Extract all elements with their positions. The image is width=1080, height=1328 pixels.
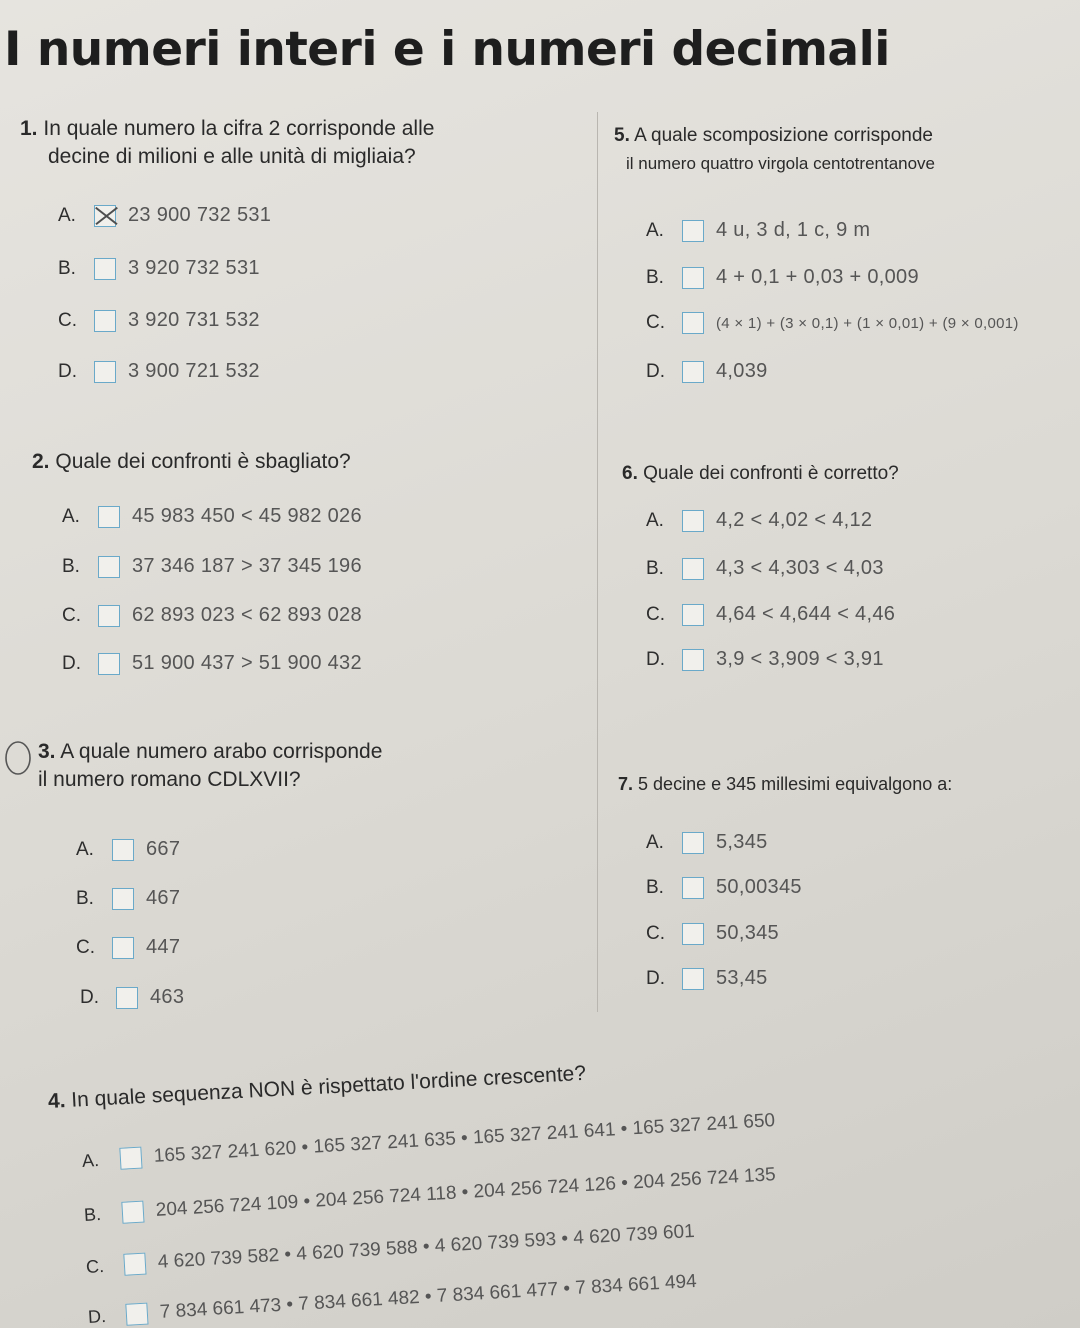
q7-option-c[interactable] — [646, 922, 779, 945]
q2-checkbox-b[interactable] — [98, 556, 120, 578]
q3-option-value: 467 — [146, 887, 181, 909]
q1-option-letter: C. — [58, 309, 77, 331]
q5-checkbox-d[interactable] — [682, 361, 704, 383]
q2-option-c[interactable] — [62, 604, 362, 627]
q5-line2: il numero quattro virgola centotrentanove — [626, 154, 936, 173]
q1-line2: decine di milioni e alle unità di migliaia? — [48, 145, 416, 168]
q4-option-value: 165 327 241 620 • 165 327 241 635 • 165 327 241 641 • 165 327 241 650 — [153, 1110, 776, 1167]
q4-option-value: 7 834 661 473 • 7 834 661 482 • 7 834 661 477 • 7 834 661 494 — [159, 1270, 698, 1323]
q4-option-letter: C. — [85, 1255, 105, 1277]
q2-option-value: 37 346 187 > 37 345 196 — [132, 555, 362, 577]
q7-number: 7. — [618, 774, 634, 794]
q7-option-value: 53,45 — [716, 967, 768, 989]
q1-checkbox-b[interactable] — [94, 258, 116, 280]
q2-checkbox-d[interactable] — [98, 653, 120, 675]
q3-text — [38, 738, 382, 794]
q2-option-value: 51 900 437 > 51 900 432 — [132, 652, 362, 674]
q1-option-a[interactable] — [58, 204, 271, 227]
q4-option-letter: D. — [87, 1305, 107, 1327]
q4-checkbox-c[interactable] — [123, 1253, 146, 1276]
q4-option-a[interactable] — [81, 1110, 775, 1172]
q2-line1: Quale dei confronti è sbagliato? — [55, 450, 351, 473]
q5-line1: A quale scomposizione corrisponde — [634, 125, 933, 146]
q6-option-letter: B. — [646, 557, 664, 579]
q5-option-c[interactable] — [646, 312, 1019, 334]
q7-checkbox-d[interactable] — [682, 968, 704, 990]
q1-option-value: 3 900 721 532 — [128, 360, 260, 382]
q2-option-letter: A. — [62, 505, 80, 527]
q1-option-c[interactable] — [58, 309, 260, 332]
q2-number: 2. — [32, 450, 50, 473]
q6-option-letter: D. — [646, 648, 665, 670]
q4-option-d[interactable] — [87, 1271, 697, 1328]
q3-option-c[interactable] — [76, 936, 180, 959]
q3-option-letter: B. — [76, 887, 94, 909]
q7-checkbox-b[interactable] — [682, 877, 704, 899]
q7-option-value: 5,345 — [716, 831, 768, 853]
q7-option-value: 50,00345 — [716, 876, 802, 898]
q7-option-letter: D. — [646, 967, 665, 989]
q5-option-letter: C. — [646, 312, 665, 333]
q3-option-letter: D. — [80, 986, 99, 1008]
q2-option-b[interactable] — [62, 555, 362, 578]
q5-option-letter: D. — [646, 360, 665, 382]
q2-option-letter: B. — [62, 555, 80, 577]
q2-option-a[interactable] — [62, 505, 362, 528]
q7-option-letter: B. — [646, 876, 664, 898]
q4-checkbox-d[interactable] — [125, 1303, 148, 1326]
q3-option-d[interactable] — [80, 986, 184, 1009]
q7-option-a[interactable] — [646, 831, 768, 854]
q1-checkbox-c[interactable] — [94, 310, 116, 332]
q4-option-value: 204 256 724 109 • 204 256 724 118 • 204 256 724 126 • 204 256 724 135 — [155, 1164, 777, 1221]
q1-option-b[interactable] — [58, 257, 260, 280]
q2-option-letter: C. — [62, 604, 81, 626]
q1-line1: In quale numero la cifra 2 corrisponde alle — [43, 117, 435, 140]
column-divider — [597, 112, 598, 1012]
q5-option-a[interactable] — [646, 219, 870, 242]
q6-checkbox-b[interactable] — [682, 558, 704, 580]
q2-option-value: 62 893 023 < 62 893 028 — [132, 604, 362, 626]
q1-option-letter: D. — [58, 360, 77, 382]
q5-number: 5. — [614, 125, 630, 146]
q5-option-letter: B. — [646, 266, 664, 288]
q3-checkbox-b[interactable] — [112, 888, 134, 910]
q3-line2: il numero romano CDLXVII? — [38, 768, 301, 791]
q7-option-d[interactable] — [646, 967, 768, 990]
q1-checkbox-a-checked[interactable] — [94, 205, 116, 227]
q7-option-b[interactable] — [646, 876, 802, 899]
q6-option-b[interactable] — [646, 557, 884, 580]
q3-checkbox-a[interactable] — [112, 839, 134, 861]
q6-option-a[interactable] — [646, 509, 872, 532]
q5-option-value: 4 + 0,1 + 0,03 + 0,009 — [716, 266, 919, 288]
q1-checkbox-d[interactable] — [94, 361, 116, 383]
q7-line1: 5 decine e 345 millesimi equivalgono a: — [638, 774, 953, 794]
q5-option-letter: A. — [646, 219, 664, 241]
q4-checkbox-b[interactable] — [121, 1201, 144, 1224]
q6-text — [622, 460, 899, 488]
q2-checkbox-a[interactable] — [98, 506, 120, 528]
q6-option-c[interactable] — [646, 603, 895, 626]
q3-option-a[interactable] — [76, 838, 180, 861]
q4-option-value: 4 620 739 582 • 4 620 739 588 • 4 620 739 593 • 4 620 739 601 — [157, 1220, 696, 1273]
q3-line1: A quale numero arabo corrisponde — [60, 740, 383, 763]
q3-option-value: 447 — [146, 936, 181, 958]
q6-option-value: 4,64 < 4,644 < 4,46 — [716, 603, 896, 625]
q4-option-letter: B. — [83, 1203, 102, 1225]
q3-checkbox-d[interactable] — [116, 987, 138, 1009]
q1-option-letter: A. — [58, 204, 76, 226]
q6-option-d[interactable] — [646, 648, 884, 671]
q7-checkbox-c[interactable] — [682, 923, 704, 945]
q6-option-letter: C. — [646, 603, 665, 625]
q1-option-letter: B. — [58, 257, 76, 279]
q2-text — [32, 448, 351, 476]
q2-checkbox-c[interactable] — [98, 605, 120, 627]
q3-option-letter: A. — [76, 838, 94, 860]
q5-text — [614, 122, 935, 178]
q7-option-value: 50,345 — [716, 922, 779, 944]
q2-option-letter: D. — [62, 652, 81, 674]
q6-option-value: 4,3 < 4,303 < 4,03 — [716, 557, 884, 579]
q6-line1: Quale dei confronti è corretto? — [643, 463, 899, 484]
page-title: I numeri interi e i numeri decimali — [4, 22, 890, 77]
q5-option-b[interactable] — [646, 266, 919, 289]
q5-option-value: 4 u, 3 d, 1 c, 9 m — [716, 219, 871, 241]
q3-option-value: 463 — [150, 986, 185, 1008]
q4-option-c[interactable] — [85, 1221, 695, 1278]
q4-number: 4. — [47, 1089, 67, 1113]
q6-option-value: 4,2 < 4,02 < 4,12 — [716, 509, 873, 531]
q7-option-letter: C. — [646, 922, 665, 944]
q6-checkbox-c[interactable] — [682, 604, 704, 626]
q6-option-letter: A. — [646, 509, 664, 531]
q7-checkbox-a[interactable] — [682, 832, 704, 854]
q5-option-d[interactable] — [646, 360, 768, 383]
q3-option-letter: C. — [76, 936, 95, 958]
q3-checkbox-c[interactable] — [112, 937, 134, 959]
q4-option-b[interactable] — [83, 1164, 776, 1226]
q2-option-value: 45 983 450 < 45 982 026 — [132, 505, 362, 527]
q6-number: 6. — [622, 463, 638, 484]
q2-option-d[interactable] — [62, 652, 362, 675]
q1-option-d[interactable] — [58, 360, 260, 383]
q1-option-value: 3 920 732 531 — [128, 257, 260, 279]
q3-option-b[interactable] — [76, 887, 180, 910]
pencil-circle-mark-icon — [0, 738, 36, 782]
q5-checkbox-c[interactable] — [682, 312, 704, 334]
q4-checkbox-a[interactable] — [119, 1147, 142, 1170]
q6-checkbox-d[interactable] — [682, 649, 704, 671]
q3-option-value: 667 — [146, 838, 181, 860]
q4-option-letter: A. — [81, 1149, 100, 1171]
q4-text — [47, 1060, 586, 1116]
q5-option-value: (4 × 1) + (3 × 0,1) + (1 × 0,01) + (9 × 0,001) — [716, 314, 1019, 332]
q1-option-value: 3 920 731 532 — [128, 309, 260, 331]
q7-option-letter: A. — [646, 831, 664, 853]
q4-line1: In quale sequenza NON è rispettato l'ordine crescente? — [70, 1061, 587, 1112]
q5-checkbox-a[interactable] — [682, 220, 704, 242]
q5-checkbox-b[interactable] — [682, 267, 704, 289]
q1-text — [20, 115, 434, 171]
q1-option-value: 23 900 732 531 — [128, 204, 272, 226]
q6-option-value: 3,9 < 3,909 < 3,91 — [716, 648, 884, 670]
q1-number: 1. — [20, 117, 38, 140]
q7-text — [618, 770, 952, 798]
q5-option-value: 4,039 — [716, 360, 768, 382]
q6-checkbox-a[interactable] — [682, 510, 704, 532]
q3-number: 3. — [38, 740, 56, 763]
